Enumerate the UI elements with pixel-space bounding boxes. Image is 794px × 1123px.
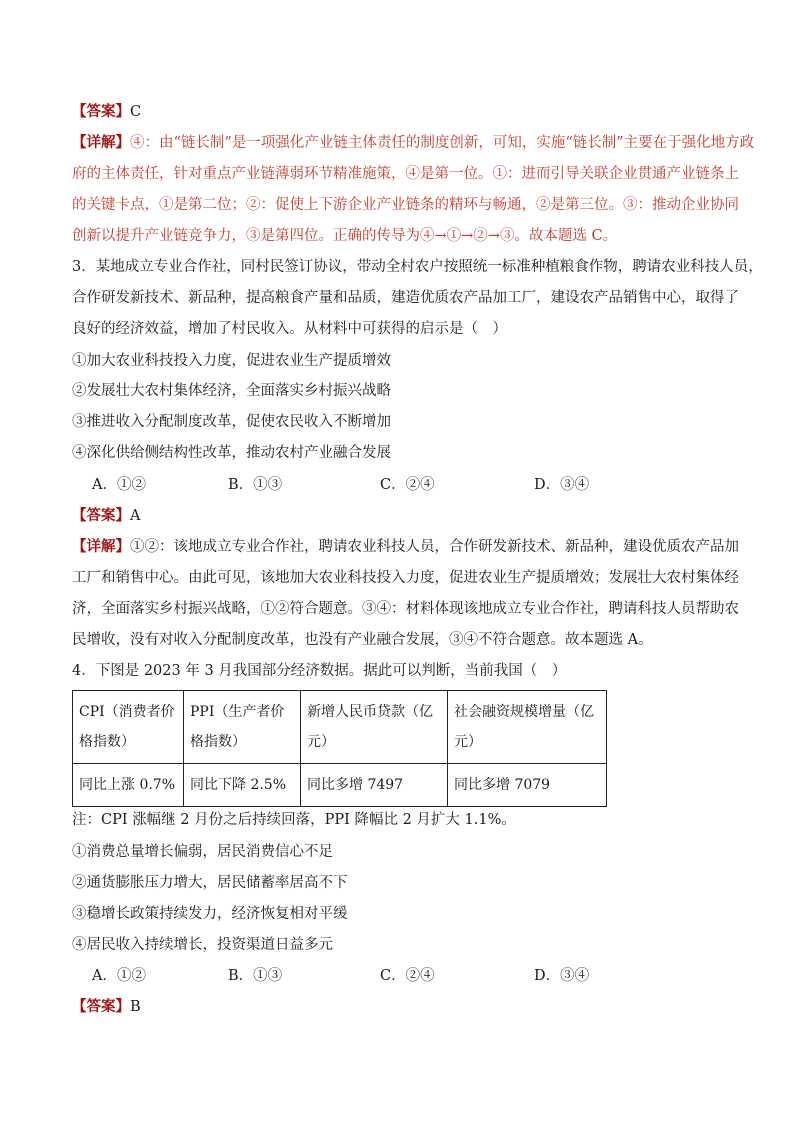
q3-answer-line <box>72 506 140 526</box>
q3-stem-line-3: 良好的经济效益，增加了村民收入。从材料中可获得的启示是（ ） <box>72 321 507 337</box>
answer-value: A <box>130 508 141 524</box>
q3-option-b: B．①③ <box>228 477 283 493</box>
q4-answer-line <box>72 997 141 1017</box>
detail-text: ①②：该地成立专业合作社，聘请农业科技人员，合作研发新技术、新品种，建设优质农产品加 <box>130 539 739 555</box>
table-cell: 同比上涨 0.7% <box>73 764 184 807</box>
q4-note: 注：CPI 涨幅继 2 月份之后持续回落，PPI 降幅比 2 月扩大 1.1%。 <box>72 812 516 828</box>
q3-detail-line-3: 济，全面落实乡村振兴战略，①②符合题意。③④：材料体现该地成立专业合作社，聘请科技人员帮助农 <box>72 601 739 617</box>
table-header-cell: PPI（生产者价格指数） <box>184 691 301 764</box>
q3-option-c: C．②④ <box>380 477 435 493</box>
q4-option-d: D．③④ <box>534 968 590 984</box>
table-header-cell: 新增人民币贷款（亿元） <box>301 691 448 764</box>
q4-option-b: B．①③ <box>228 968 283 984</box>
q2-detail-line-2: 府的主体责任，针对重点产业链薄弱环节精准施策，④是第一位。①：进而引导关联企业贯通产业链条上 <box>72 166 739 182</box>
q3-option-a: A．①② <box>92 477 146 493</box>
table-cell: 同比多增 7497 <box>301 764 448 807</box>
q4-stem: 4．下图是 2023 年 3 月我国部分经济数据。据此可以判断，当前我国（ ） <box>72 663 567 679</box>
q2-answer-line <box>72 102 141 122</box>
q3-detail-line-1 <box>72 537 739 557</box>
q4-option-a: A．①② <box>92 968 146 984</box>
q2-detail-line-1 <box>72 133 754 153</box>
q2-detail-line-4: 创新以提升产业链竞争力，③是第四位。正确的传导为④→①→②→③。故本题选 C。 <box>72 228 618 244</box>
q3-stem-line-1: 3．某地成立专业合作社，同村民签订协议，带动全村农户按照统一标准种植粮食作物，聘请农业科技人员， <box>72 259 763 275</box>
q3-option-d: D．③④ <box>534 477 590 493</box>
q4-option-c: C．②④ <box>380 968 435 984</box>
q3-item-1: ①加大农业科技投入力度，促进农业生产提质增效 <box>72 353 391 369</box>
table-header-cell: 社会融资规模增量（亿元） <box>448 691 607 764</box>
table-row <box>73 764 607 807</box>
q3-detail-line-2: 工厂和销售中心。由此可见，该地加大农业科技投入力度，促进农业生产提质增效；发展壮大农村集体经 <box>72 570 739 586</box>
table-cell: 同比下降 2.5% <box>184 764 301 807</box>
q4-item-1: ①消费总量增长偏弱，居民消费信心不足 <box>72 844 333 860</box>
q3-stem-line-2: 合作研发新技术、新品种，提高粮食产量和品质，建造优质农产品加工厂，建设农产品销售中心，取得了 <box>72 290 739 306</box>
detail-text: ④：由“链长制”是一项强化产业链主体责任的制度创新，可知，实施“链长制”主要在于强化地方政 <box>130 135 755 151</box>
answer-tag: 【答案】 <box>72 998 130 1015</box>
table-header-row <box>73 691 607 764</box>
q3-item-4: ④深化供给侧结构性改革，推动农村产业融合发展 <box>72 445 391 461</box>
table-header-cell: CPI（消费者价格指数） <box>73 691 184 764</box>
q3-item-3: ③推进收入分配制度改革，促使农民收入不断增加 <box>72 414 391 430</box>
answer-tag: 【答案】 <box>72 103 130 120</box>
q3-item-2: ②发展壮大农村集体经济，全面落实乡村振兴战略 <box>72 383 391 399</box>
detail-tag: 【详解】 <box>72 134 130 151</box>
q3-detail-line-4: 民增收，没有对收入分配制度改革，也没有产业融合发展，③④不符合题意。故本题选 A。 <box>72 632 653 648</box>
economic-data-table <box>72 690 607 807</box>
q4-item-2: ②通货膨胀压力增大，居民储蓄率居高不下 <box>72 875 348 891</box>
q4-item-3: ③稳增长政策持续发力，经济恢复相对平缓 <box>72 906 348 922</box>
answer-value: B <box>130 999 141 1015</box>
answer-tag: 【答案】 <box>72 507 130 524</box>
detail-tag: 【详解】 <box>72 538 130 555</box>
q2-detail-line-3: 的关键卡点，①是第二位；②：促使上下游企业产业链条的精环与畅通，②是第三位。③：推动企业协同 <box>72 197 739 213</box>
q4-item-4: ④居民收入持续增长，投资渠道日益多元 <box>72 937 333 953</box>
answer-value: C <box>130 104 142 120</box>
table-cell: 同比多增 7079 <box>448 764 607 807</box>
